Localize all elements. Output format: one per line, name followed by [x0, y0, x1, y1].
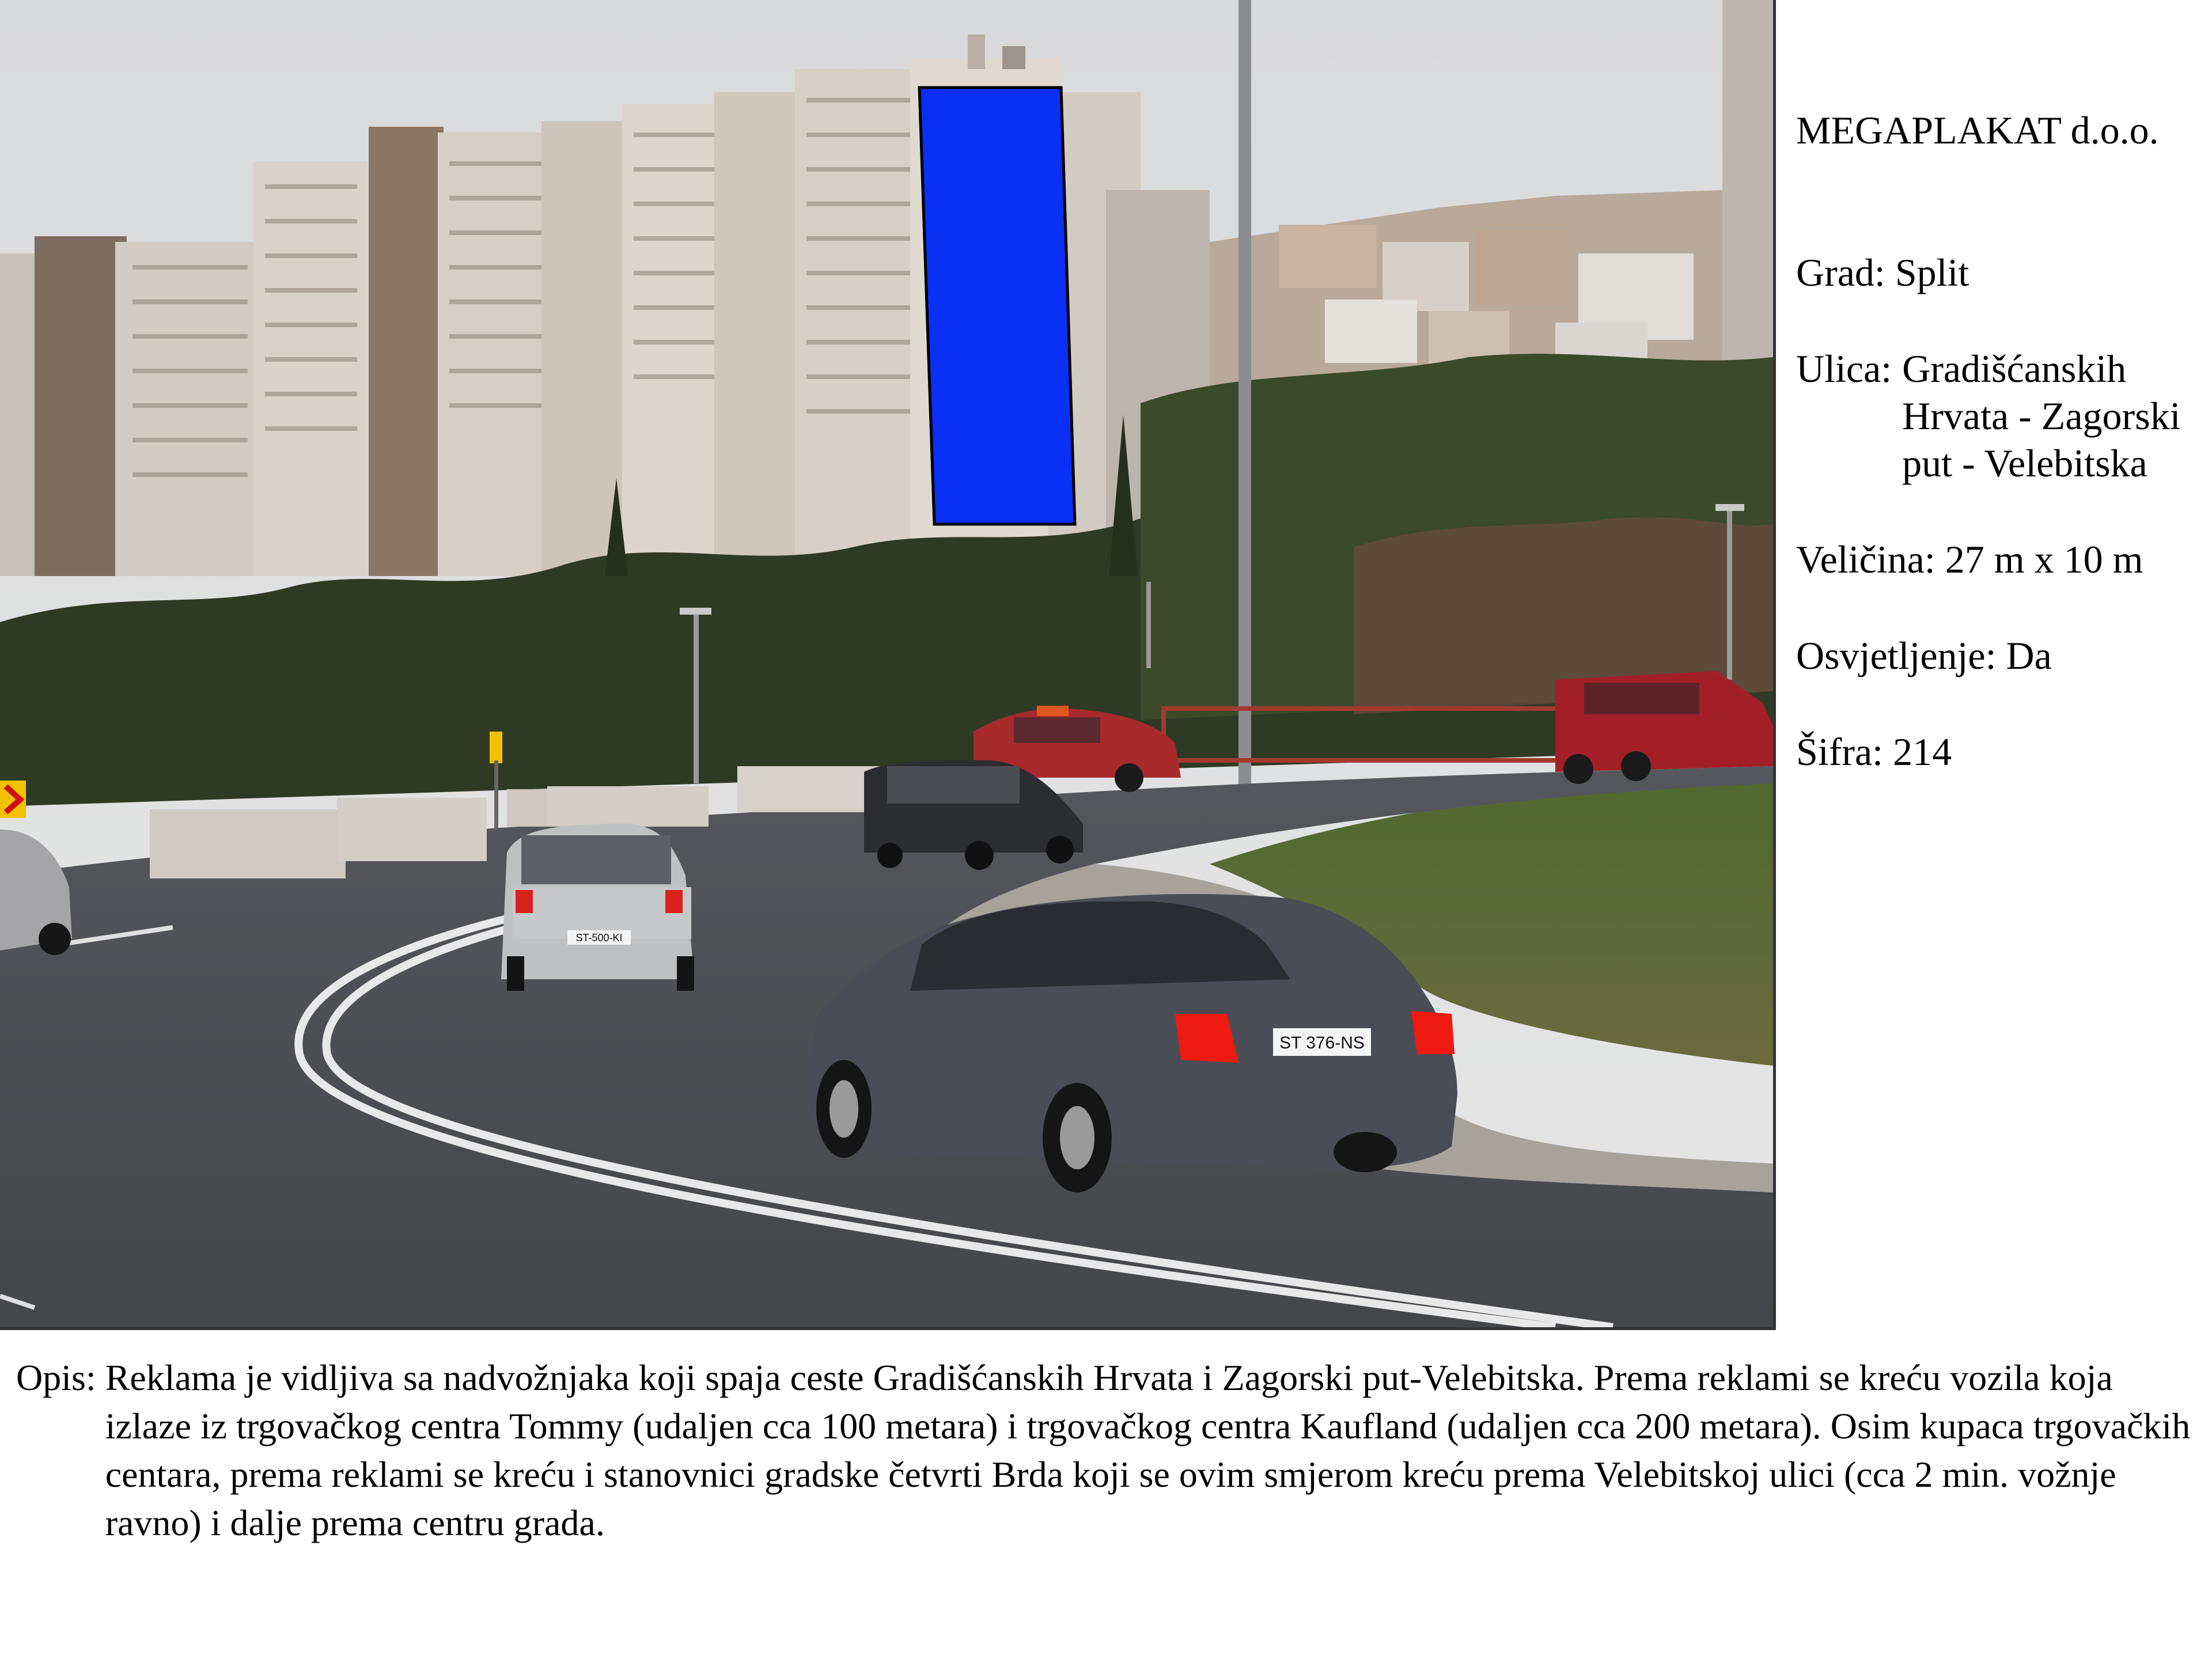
city-label: Grad: — [1796, 251, 1885, 294]
code-value: 214 — [1893, 730, 1952, 774]
lighting-label: Osvjetljenje: — [1796, 634, 1997, 677]
description-block — [16, 1354, 2199, 1547]
size-value: 27 m x 10 m — [1945, 537, 2143, 581]
code-row — [1796, 728, 2199, 775]
plate-silver-car: ST-500-KI — [575, 932, 623, 944]
size-label: Veličina: — [1796, 537, 1936, 581]
street-line: put - Velebitska — [1902, 441, 2147, 485]
description-label: Opis: — [16, 1357, 96, 1398]
size-row — [1796, 536, 2199, 583]
billboard-placeholder — [919, 88, 1075, 524]
street-line: Gradišćanskih — [1902, 347, 2127, 391]
billboard-info-panel — [1796, 107, 2199, 775]
description-text: Reklama je vidljiva sa nadvožnjaka koji spaja ceste Gradišćanskih Hrvata i Zagorski put-Velebitska. Prema reklami se kreću vozila koja izlaze iz trgovačkog centra Tommy (udaljen cca 100 metara) i trgovačkog centra Kaufland (udaljen cca 200 metara). Osim kupaca trgovačkih centara, prema reklami se kreću i stanovnici gradske četvrti Brda koji se ovim smjerom kreću prema Velebitskoj ulici (cca 2 min. vožnje ravno) i dalje prema centru grada. — [105, 1357, 2191, 1543]
street-line: Hrvata - Zagorski — [1902, 394, 2181, 438]
street-label: Ulica: — [1796, 347, 1892, 391]
street-value — [1902, 345, 2196, 487]
company-name: MEGAPLAKAT d.o.o. — [1796, 108, 2159, 152]
street-row — [1796, 345, 2199, 487]
lighting-row — [1796, 632, 2199, 679]
plate-dark-sedan: ST 376-NS — [1279, 1033, 1365, 1052]
code-label: Šifra: — [1796, 730, 1884, 774]
city-value: Split — [1895, 251, 1969, 294]
lighting-value: Da — [2006, 634, 2052, 677]
city-row — [1796, 249, 2199, 296]
